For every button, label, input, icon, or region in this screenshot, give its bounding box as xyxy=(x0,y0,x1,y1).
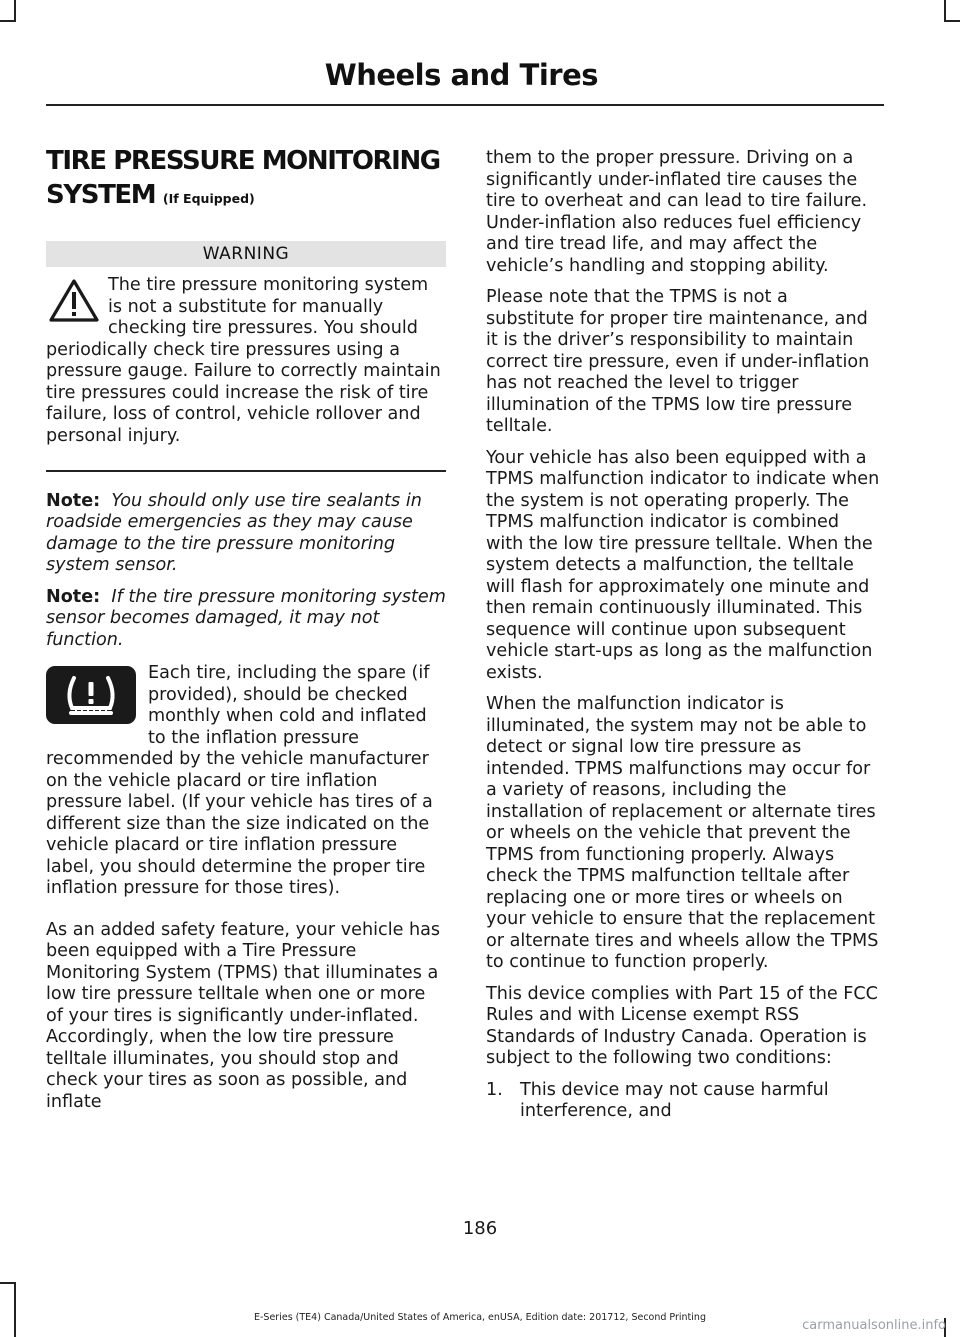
page-header-title: Wheels and Tires xyxy=(324,58,598,92)
crop-mark xyxy=(944,20,960,22)
low-tire-pressure-icon xyxy=(46,666,136,724)
note-paragraph xyxy=(46,491,446,577)
crop-mark xyxy=(14,0,16,22)
list-item-number: 1. xyxy=(486,1079,503,1100)
body-paragraph: them to the proper pressure. Driving on a significantly under-inflated tire causes the tire to overheat and can lead to tire failure. Under-inflation also reduces fuel efficiency and tire tread life, and may affect the vehicle’s handling and stopping ability. xyxy=(486,148,868,276)
section-title xyxy=(46,144,446,216)
crop-mark xyxy=(0,1282,16,1284)
section-qualifier: (If Equipped) xyxy=(162,191,255,206)
note-paragraph xyxy=(46,587,446,652)
body-paragraph: Your vehicle has also been equipped with a TPMS malfunction indicator to indicate when the system is not operating properly. The TPMS malfunction indicator is combined with the low tire pressure telltale. When the system detects a malfunction, the telltale will flash for approximately one minute and then remain continuously illuminated. This sequence will continue upon subsequent vehicle start-ups as long as the malfunction exists. xyxy=(486,447,880,683)
note-label: Note: xyxy=(46,586,101,607)
note-text: If the tire pressure monitoring system sensor becomes damaged, it may not function. xyxy=(46,586,446,650)
conditions-list xyxy=(486,1080,880,1123)
crop-mark xyxy=(0,20,16,22)
warning-heading: WARNING xyxy=(46,241,446,267)
list-item xyxy=(486,1080,880,1123)
left-column xyxy=(46,138,446,1123)
body-paragraph: Each tire, including the spare (if provided), should be checked monthly when cold and inflated to the inflation pressure recommended by the vehicle manufacturer on the vehicle placard or tire inflation pressure label. (If your vehicle has tires of a different size than the size indicated on the vehicle placard or tire inflation pressure label, you should determine the proper tire inflation pressure for those tires). xyxy=(46,663,433,898)
warning-triangle-icon xyxy=(48,277,100,323)
body-paragraph: This device complies with Part 15 of the FCC Rules and with License exempt RSS Standards of Industry Canada. Operation is subject to the following two conditions: xyxy=(486,983,878,1068)
right-column xyxy=(486,148,880,1123)
note-text: You should only use tire sealants in roadside emergencies as they may cause damage to the tire pressure monitoring system sensor. xyxy=(46,490,422,575)
body-paragraph: When the malfunction indicator is illuminated, the system may not be able to detect or signal low tire pressure as intended. TPMS malfunctions may occur for a variety of reasons, including the installation of replacement or alternate tires or wheels on the vehicle that prevent the TPMS from functioning properly. Always check the TPMS malfunction telltale after replacing one or more tires or wheels on your vehicle to ensure that the replacement or alternate tires and wheels allow the TPMS to continue to function properly. xyxy=(486,694,879,972)
warning-block xyxy=(46,275,446,457)
watermark-link[interactable]: carmanualsonline.info xyxy=(802,1318,946,1333)
body-paragraph: Please note that the TPMS is not a substitute for proper tire maintenance, and it is the driver’s responsibility to maintain correct tire pressure, even if under-inflation has not reached the level to trigger illumination of the TPMS low tire pressure telltale. xyxy=(486,287,870,436)
note-label: Note: xyxy=(46,490,101,511)
crop-mark xyxy=(944,0,946,22)
crop-mark xyxy=(14,1282,16,1337)
page-number: 186 xyxy=(462,1218,498,1239)
header-divider xyxy=(46,104,884,106)
body-paragraph: As an added safety feature, your vehicle has been equipped with a Tire Pressure Monitoring System (TPMS) that illuminates a low tire pressure telltale when one or more of your tires is significantly under-inflated. Accordingly, when the low tire pressure telltale illuminates, you should stop and check your tires as soon as possible, and inflate xyxy=(46,919,441,1112)
section-title-text: TIRE PRESSURE MONITORING SYSTEM xyxy=(46,146,440,210)
page-footer: E-Series (TE4) Canada/United States of America, enUSA, Edition date: 201712, Second Printing xyxy=(254,1312,706,1323)
list-item-text: This device may not cause harmful interference, and xyxy=(520,1079,829,1121)
tpms-paragraph-block xyxy=(46,663,446,900)
warning-text: The tire pressure monitoring system is not a substitute for manually checking tire pressures. You should periodically check tire pressures using a pressure gauge. Failure to correctly maintain tire pressures could increase the risk of tire failure, loss of control, vehicle rollover and personal injury. xyxy=(46,275,441,446)
